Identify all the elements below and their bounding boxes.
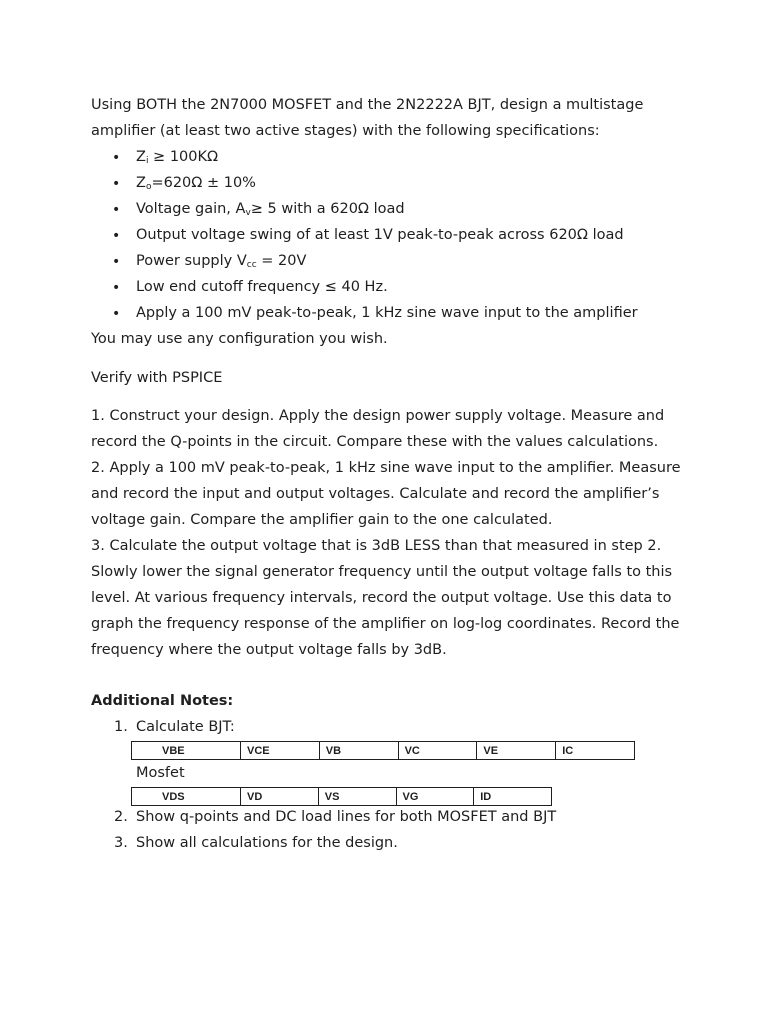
note-number: 1. bbox=[114, 719, 128, 735]
note-q-points: Show q-points and DC load lines for both MOSFET and BJT bbox=[136, 809, 557, 825]
step-line: graph the frequency response of the amplifier on log-log coordinates. Record the bbox=[91, 616, 680, 632]
bjt-col-ve: VE bbox=[477, 742, 556, 760]
table-row bbox=[132, 742, 635, 760]
mosfet-col-vg: VG bbox=[396, 788, 474, 806]
mosfet-col-vds: VDS bbox=[132, 788, 241, 806]
mosfet-col-vs: VS bbox=[318, 788, 396, 806]
bjt-col-ic: IC bbox=[556, 742, 635, 760]
step-line: level. At various frequency intervals, record the output voltage. Use this data to bbox=[91, 590, 672, 606]
additional-notes-heading: Additional Notes: bbox=[91, 693, 234, 709]
bullet-icon: • bbox=[112, 306, 121, 322]
step-line: voltage gain. Compare the amplifier gain to the one calculated. bbox=[91, 512, 553, 528]
bjt-table bbox=[131, 741, 635, 760]
bullet-icon: • bbox=[112, 228, 121, 244]
step-line: record the Q-points in the circuit. Compare these with the values calculations. bbox=[91, 434, 659, 450]
bjt-col-vc: VC bbox=[398, 742, 477, 760]
mosfet-label: Mosfet bbox=[136, 765, 185, 781]
bullet-icon: • bbox=[112, 202, 121, 218]
step-line: frequency where the output voltage falls by 3dB. bbox=[91, 642, 447, 658]
step-line: 3. Calculate the output voltage that is 3dB LESS than that measured in step 2. bbox=[91, 538, 662, 554]
bjt-col-vbe: VBE bbox=[132, 742, 241, 760]
note-calculations: Show all calculations for the design. bbox=[136, 835, 398, 851]
spec-output-impedance: $Z_o=620\Omega \pm 10\%$ bbox=[136, 175, 256, 192]
step-line: and record the input and output voltages. Calculate and record the amplifier’s bbox=[91, 486, 660, 502]
mosfet-table bbox=[131, 787, 552, 806]
bullet-icon: • bbox=[112, 280, 121, 296]
step-line: 1. Construct your design. Apply the design power supply voltage. Measure and bbox=[91, 408, 665, 424]
intro-line-2: amplifier (at least two active stages) with the following specifications: bbox=[91, 123, 600, 139]
spec-cutoff-frequency: Low end cutoff frequency ≤ 40 Hz. bbox=[136, 279, 388, 295]
bullet-icon: • bbox=[112, 150, 121, 166]
bjt-col-vb: VB bbox=[319, 742, 398, 760]
bjt-col-vce: VCE bbox=[241, 742, 320, 760]
note-number: 3. bbox=[114, 835, 128, 851]
spec-output-swing: Output voltage swing of at least 1V peak-to-peak across 620Ω load bbox=[136, 227, 624, 243]
config-note: You may use any configuration you wish. bbox=[91, 331, 388, 347]
bullet-icon: • bbox=[112, 254, 121, 270]
mosfet-col-id: ID bbox=[474, 788, 552, 806]
bullet-icon: • bbox=[112, 176, 121, 192]
verify-heading: Verify with PSPICE bbox=[91, 370, 223, 386]
step-line: 2. Apply a 100 mV peak-to-peak, 1 kHz sine wave input to the amplifier. Measure bbox=[91, 460, 681, 476]
table-row bbox=[132, 788, 552, 806]
spec-input-signal: Apply a 100 mV peak-to-peak, 1 kHz sine wave input to the amplifier bbox=[136, 305, 638, 321]
note-calculate-bjt: Calculate BJT: bbox=[136, 719, 235, 735]
intro-line-1: Using BOTH the 2N7000 MOSFET and the 2N2222A BJT, design a multistage bbox=[91, 97, 644, 113]
spec-power-supply: Power supply $V_{cc} = 20V$ bbox=[136, 253, 307, 270]
note-number: 2. bbox=[114, 809, 128, 825]
spec-voltage-gain: Voltage gain, $A_v\ge 5$ with a 620Ω load bbox=[136, 201, 405, 218]
mosfet-col-vd: VD bbox=[241, 788, 319, 806]
step-line: Slowly lower the signal generator frequency until the output voltage falls to this bbox=[91, 564, 673, 580]
spec-input-impedance: $Z_i \ge 100K\Omega$ bbox=[136, 149, 219, 166]
